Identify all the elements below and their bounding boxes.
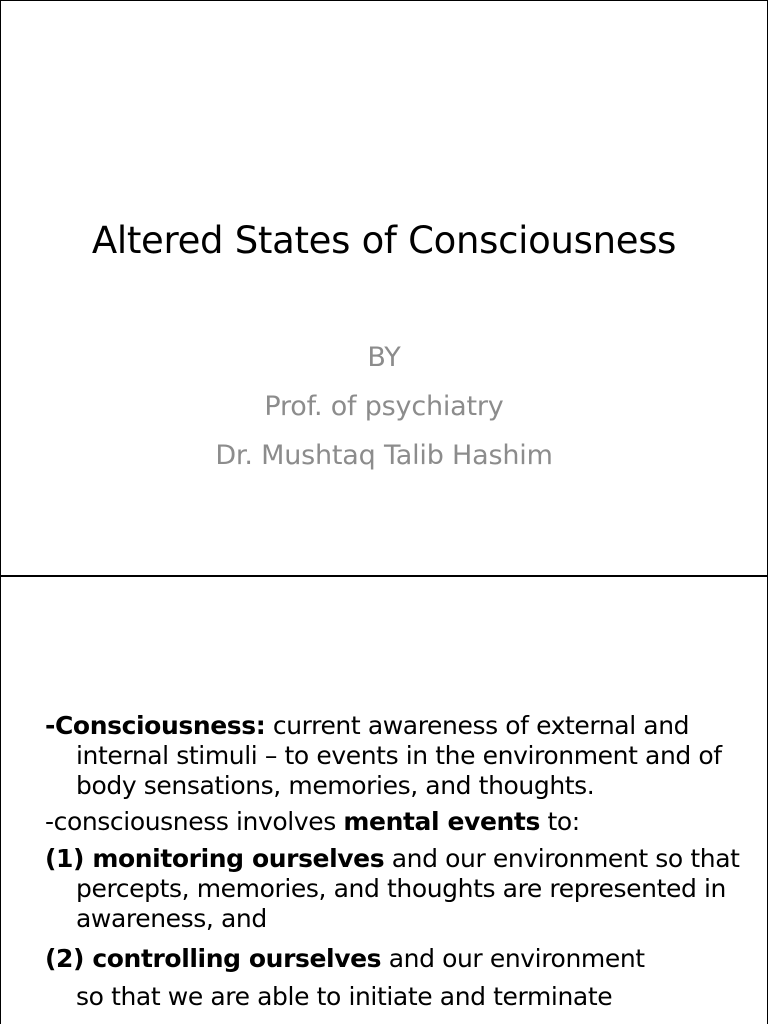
definition-term: -Consciousness: — [45, 711, 266, 740]
point-monitoring — [45, 844, 757, 934]
monitoring-text: and our environment so that percepts, memories, and thoughts are represented in awareness, and — [76, 844, 740, 933]
slide-title: Altered States of Consciousness — [91, 219, 677, 262]
author-role: Prof. of psychiatry — [264, 391, 504, 422]
definition-text: current awareness of external and internal stimuli – to events in the environment and of body sensations, memories, and thoughts. — [76, 711, 722, 800]
slide-subtitle — [1, 333, 767, 480]
point-controlling — [45, 944, 757, 974]
controlling-continued-text: so that we are able to initiate and terminate — [76, 982, 613, 1011]
content-slide — [0, 575, 768, 1024]
controlling-text: and our environment — [381, 944, 645, 973]
monitoring-term: (1) monitoring ourselves — [45, 844, 385, 873]
slide-body — [45, 711, 757, 1012]
point-controlling-continued — [45, 982, 757, 1012]
mental-events-line — [45, 807, 757, 837]
mental-events-end: to: — [539, 807, 580, 836]
consciousness-definition — [45, 711, 757, 801]
mental-events-intro: -consciousness involves — [45, 807, 344, 836]
controlling-term: (2) controlling ourselves — [45, 944, 382, 973]
by-line: BY — [367, 342, 401, 373]
mental-events-term: mental events — [343, 807, 540, 836]
author-name: Dr. Mushtaq Talib Hashim — [215, 440, 553, 471]
